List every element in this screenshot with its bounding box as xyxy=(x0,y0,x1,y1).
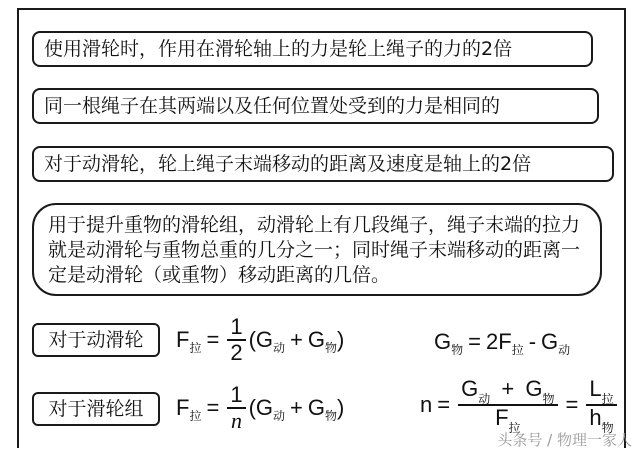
equals: = xyxy=(565,392,579,417)
sub-dong: 动 xyxy=(273,340,286,355)
rule-1: 使用滑轮时，作用在滑轮轴上的力是轮上绳子的力的2倍 xyxy=(32,31,593,67)
equals: = xyxy=(468,329,481,354)
sub-la: 拉 xyxy=(508,421,521,435)
equals: = xyxy=(437,392,451,417)
rule-4: 用于提升重物的滑轮组，动滑轮上有几段绳子，绳子末端的拉力就是动滑轮与重物总重的几分之一；同时绳子末端移动的距离一定是动滑轮（或重物）移动距离的几倍。 xyxy=(32,203,602,296)
rule-2: 同一根绳子在其两端以及任何位置处受到的力是相同的 xyxy=(32,88,599,124)
numerator: 1 xyxy=(230,314,243,339)
sub-la: 拉 xyxy=(189,408,202,423)
plus: + xyxy=(290,327,303,352)
paren-close: ) xyxy=(337,327,345,352)
sub-wu: 物 xyxy=(325,340,338,355)
symbol-2F: 2F xyxy=(486,329,512,354)
fraction-weight-over-force xyxy=(458,377,557,433)
symbol-h: h xyxy=(589,405,602,430)
denominator: n xyxy=(230,408,242,433)
sub-la: 拉 xyxy=(511,342,524,357)
sub-dong: 动 xyxy=(273,408,286,423)
symbol-L: L xyxy=(589,376,602,401)
equals: = xyxy=(206,395,220,420)
sub-wu: 物 xyxy=(451,342,464,357)
numerator xyxy=(586,377,616,404)
fraction-one-over-n xyxy=(227,383,245,433)
numerator: 1 xyxy=(230,382,243,407)
sub-wu: 物 xyxy=(601,421,614,435)
denominator: 2 xyxy=(230,340,243,365)
plus: + xyxy=(290,395,303,420)
symbol-G: G xyxy=(307,395,326,420)
sub-wu: 物 xyxy=(325,408,338,423)
symbol-G: G xyxy=(525,376,543,401)
watermark: 头条号 / 物理一家人 xyxy=(497,431,632,449)
equals: = xyxy=(206,327,220,352)
paren-close: ) xyxy=(337,395,345,420)
fraction-half xyxy=(227,315,245,365)
paren-open: ( xyxy=(248,327,256,352)
sub-wu: 物 xyxy=(542,392,555,406)
symbol-F: F xyxy=(176,327,190,352)
symbol-F: F xyxy=(495,405,509,430)
symbol-G: G xyxy=(255,395,274,420)
symbol-n: n xyxy=(420,392,433,417)
symbol-G: G xyxy=(255,327,274,352)
formula-movable-pulley-weight xyxy=(434,322,570,362)
sub-dong: 动 xyxy=(558,342,571,357)
formula-movable-pulley-force xyxy=(176,312,344,368)
label-movable-pulley: 对于动滑轮 xyxy=(32,323,160,357)
paren-open: ( xyxy=(248,395,256,420)
label-pulley-block: 对于滑轮组 xyxy=(32,392,160,426)
symbol-F: F xyxy=(176,395,190,420)
sub-la: 拉 xyxy=(601,392,614,406)
symbol-G: G xyxy=(541,329,559,354)
symbol-G: G xyxy=(307,327,326,352)
sub-la: 拉 xyxy=(189,340,202,355)
fraction-distance xyxy=(586,377,616,433)
rule-3: 对于动滑轮，轮上绳子末端移动的距离及速度是轴上的2倍 xyxy=(32,146,614,182)
formula-pulley-block-force xyxy=(176,380,344,436)
sub-dong: 动 xyxy=(478,392,491,406)
plus: + xyxy=(501,376,515,401)
minus: - xyxy=(528,329,537,354)
symbol-G: G xyxy=(434,329,452,354)
symbol-G: G xyxy=(461,376,479,401)
numerator xyxy=(458,377,557,404)
